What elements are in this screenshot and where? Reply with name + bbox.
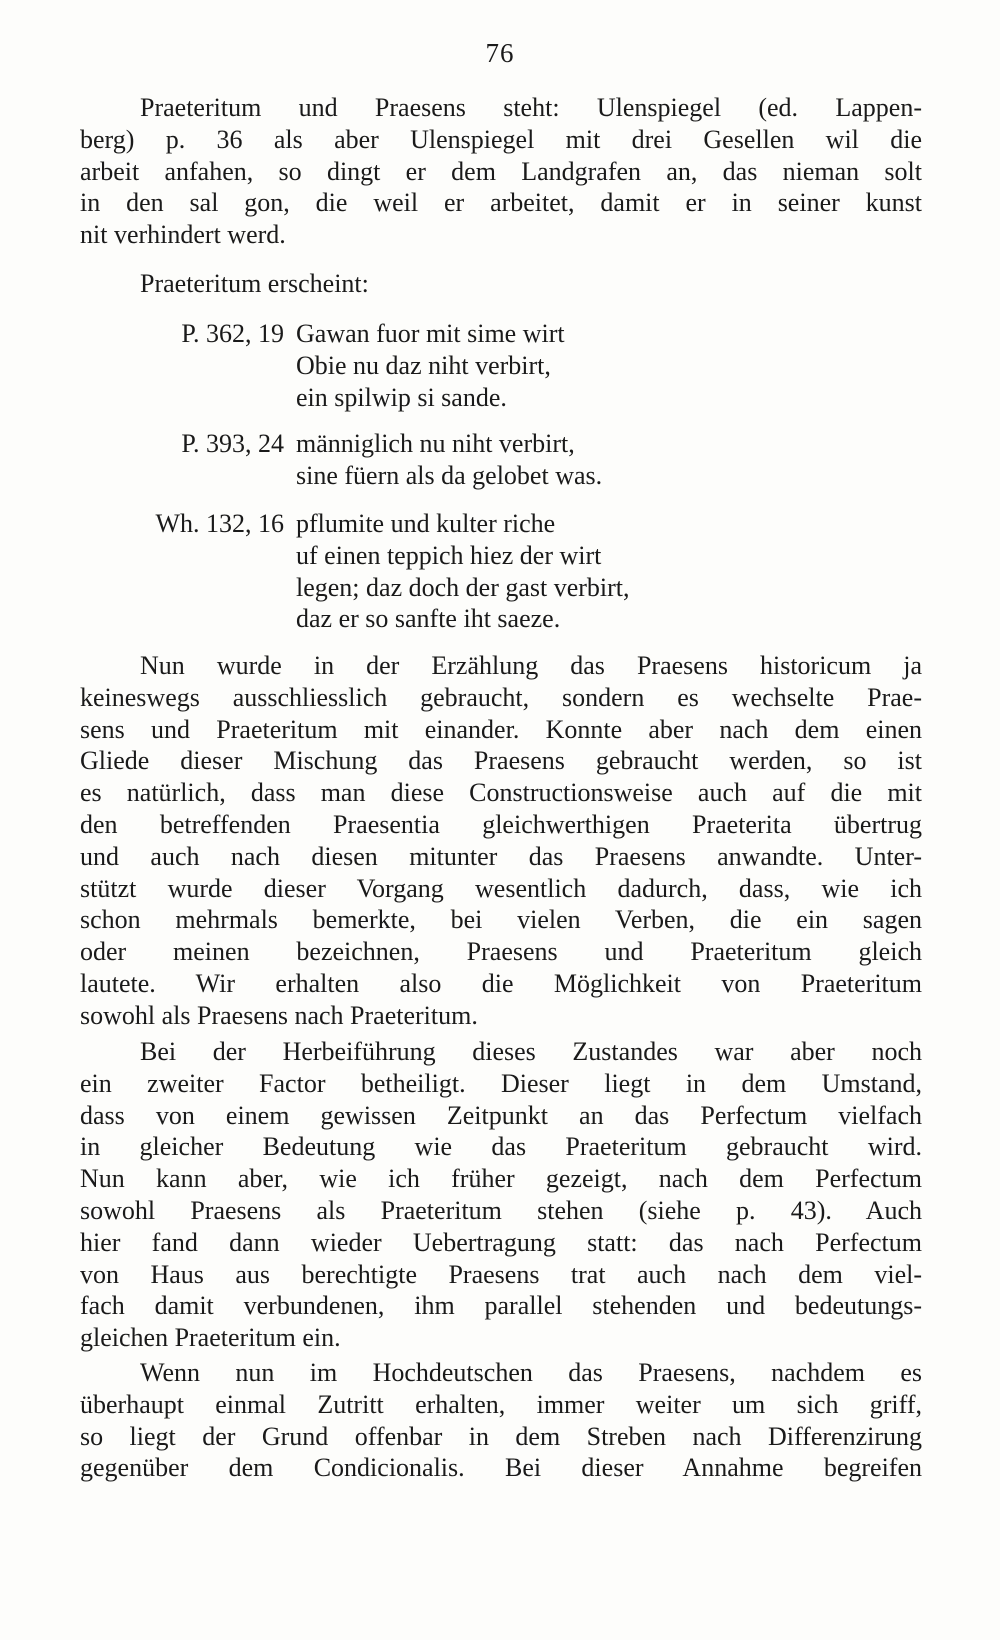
text-line: dass von einem gewissen Zeitpunkt an das Perfectum vielfach bbox=[80, 1100, 922, 1130]
text-line: sens und Praeteritum mit einander. Konnte aber nach dem einen bbox=[80, 714, 922, 744]
praeteritum-heading: Praeteritum erscheint: bbox=[140, 269, 369, 298]
paragraph-herbeifuehrung bbox=[80, 1036, 922, 1354]
verse-line: ein spilwip si sande. bbox=[296, 382, 507, 412]
verse-reference: P. 362, 19 bbox=[181, 319, 284, 348]
text-line: gleichen Praeteritum ein. bbox=[80, 1323, 341, 1353]
text-line: keineswegs ausschliesslich gebraucht, sondern es wechselte Prae- bbox=[80, 682, 922, 712]
text-line: Bei der Herbeiführung dieses Zustandes war aber noch bbox=[140, 1037, 922, 1066]
text-line: stützt wurde dieser Vorgang wesentlich dadurch, dass, wie ich bbox=[80, 873, 922, 903]
verse-quote-2 bbox=[80, 428, 922, 492]
text-line: Gliede dieser Mischung das Praesens gebraucht werden, so ist bbox=[80, 746, 922, 776]
text-line: berg) p. 36 als aber Ulenspiegel mit drei Gesellen wil die bbox=[80, 124, 922, 154]
verse-line: sine füern als da gelobet was. bbox=[296, 460, 603, 490]
text-line: fach damit verbundenen, ihm parallel stehenden und bedeutungs- bbox=[80, 1291, 922, 1321]
text-line: und auch nach diesen mitunter das Praesens anwandte. Unter- bbox=[80, 841, 922, 871]
text-line: schon mehrmals bemerkte, bei vielen Verben, die ein sagen bbox=[80, 905, 922, 935]
verse-line: legen; daz doch der gast verbirt, bbox=[296, 572, 630, 602]
verse-line: uf einen teppich hiez der wirt bbox=[296, 540, 602, 570]
text-line: ein zweiter Factor betheiligt. Dieser liegt in dem Umstand, bbox=[80, 1068, 922, 1098]
text-line: oder meinen bezeichnen, Praesens und Praeteritum gleich bbox=[80, 937, 922, 967]
text-line: nit verhindert werd. bbox=[80, 220, 286, 250]
paragraph-hochdeutsch bbox=[80, 1357, 922, 1484]
text-line: so liegt der Grund offenbar in dem Streben nach Differenzirung bbox=[80, 1421, 922, 1451]
verse-quote-1 bbox=[80, 318, 922, 413]
text-line: lautete. Wir erhalten also die Möglichkeit von Praeteritum bbox=[80, 968, 922, 998]
paragraph-praesens-historicum bbox=[80, 650, 922, 1032]
text-line: in den sal gon, die weil er arbeitet, damit er in seiner kunst bbox=[80, 188, 922, 218]
text-line: in gleicher Bedeutung wie das Praeteritum gebraucht wird. bbox=[80, 1132, 922, 1162]
verse-quote-3 bbox=[80, 508, 922, 635]
text-line: sowohl Praesens als Praeteritum stehen (siehe p. 43). Auch bbox=[80, 1195, 922, 1225]
text-line: arbeit anfahen, so dingt er dem Landgrafen an, das nieman solt bbox=[80, 156, 922, 186]
text-line: hier fand dann wieder Uebertragung statt: das nach Perfectum bbox=[80, 1227, 922, 1257]
text-line: den betreffenden Praesentia gleichwerthigen Praeterita übertrug bbox=[80, 809, 922, 839]
verse-reference: P. 393, 24 bbox=[181, 429, 284, 458]
verse-line: pflumite und kulter riche bbox=[296, 509, 556, 538]
text-line: überhaupt einmal Zutritt erhalten, immer weiter um sich griff, bbox=[80, 1389, 922, 1419]
text-line: Nun wurde in der Erzählung das Praesens historicum ja bbox=[140, 651, 922, 680]
text-line: Nun kann aber, wie ich früher gezeigt, nach dem Perfectum bbox=[80, 1164, 922, 1194]
page-number: 76 bbox=[485, 38, 515, 68]
text-line: von Haus aus berechtigte Praesens trat auch nach dem viel- bbox=[80, 1259, 922, 1289]
text-line: es natürlich, dass man diese Constructionsweise auch auf die mit bbox=[80, 778, 922, 808]
intro-paragraph bbox=[80, 92, 922, 251]
text-line: Praeteritum und Praesens steht: Ulenspiegel (ed. Lappen- bbox=[140, 93, 922, 122]
verse-line: männiglich nu niht verbirt, bbox=[296, 429, 575, 458]
praeteritum-heading-block bbox=[80, 268, 922, 300]
verse-reference: Wh. 132, 16 bbox=[155, 509, 284, 538]
verse-line: Gawan fuor mit sime wirt bbox=[296, 319, 565, 348]
verse-line: daz er so sanfte iht saeze. bbox=[296, 604, 561, 634]
text-line: gegenüber dem Condicionalis. Bei dieser Annahme begreifen bbox=[80, 1453, 922, 1483]
text-line: sowohl als Praesens nach Praeteritum. bbox=[80, 1000, 478, 1030]
verse-line: Obie nu daz niht verbirt, bbox=[296, 350, 551, 380]
text-line: Wenn nun im Hochdeutschen das Praesens, nachdem es bbox=[140, 1358, 922, 1387]
